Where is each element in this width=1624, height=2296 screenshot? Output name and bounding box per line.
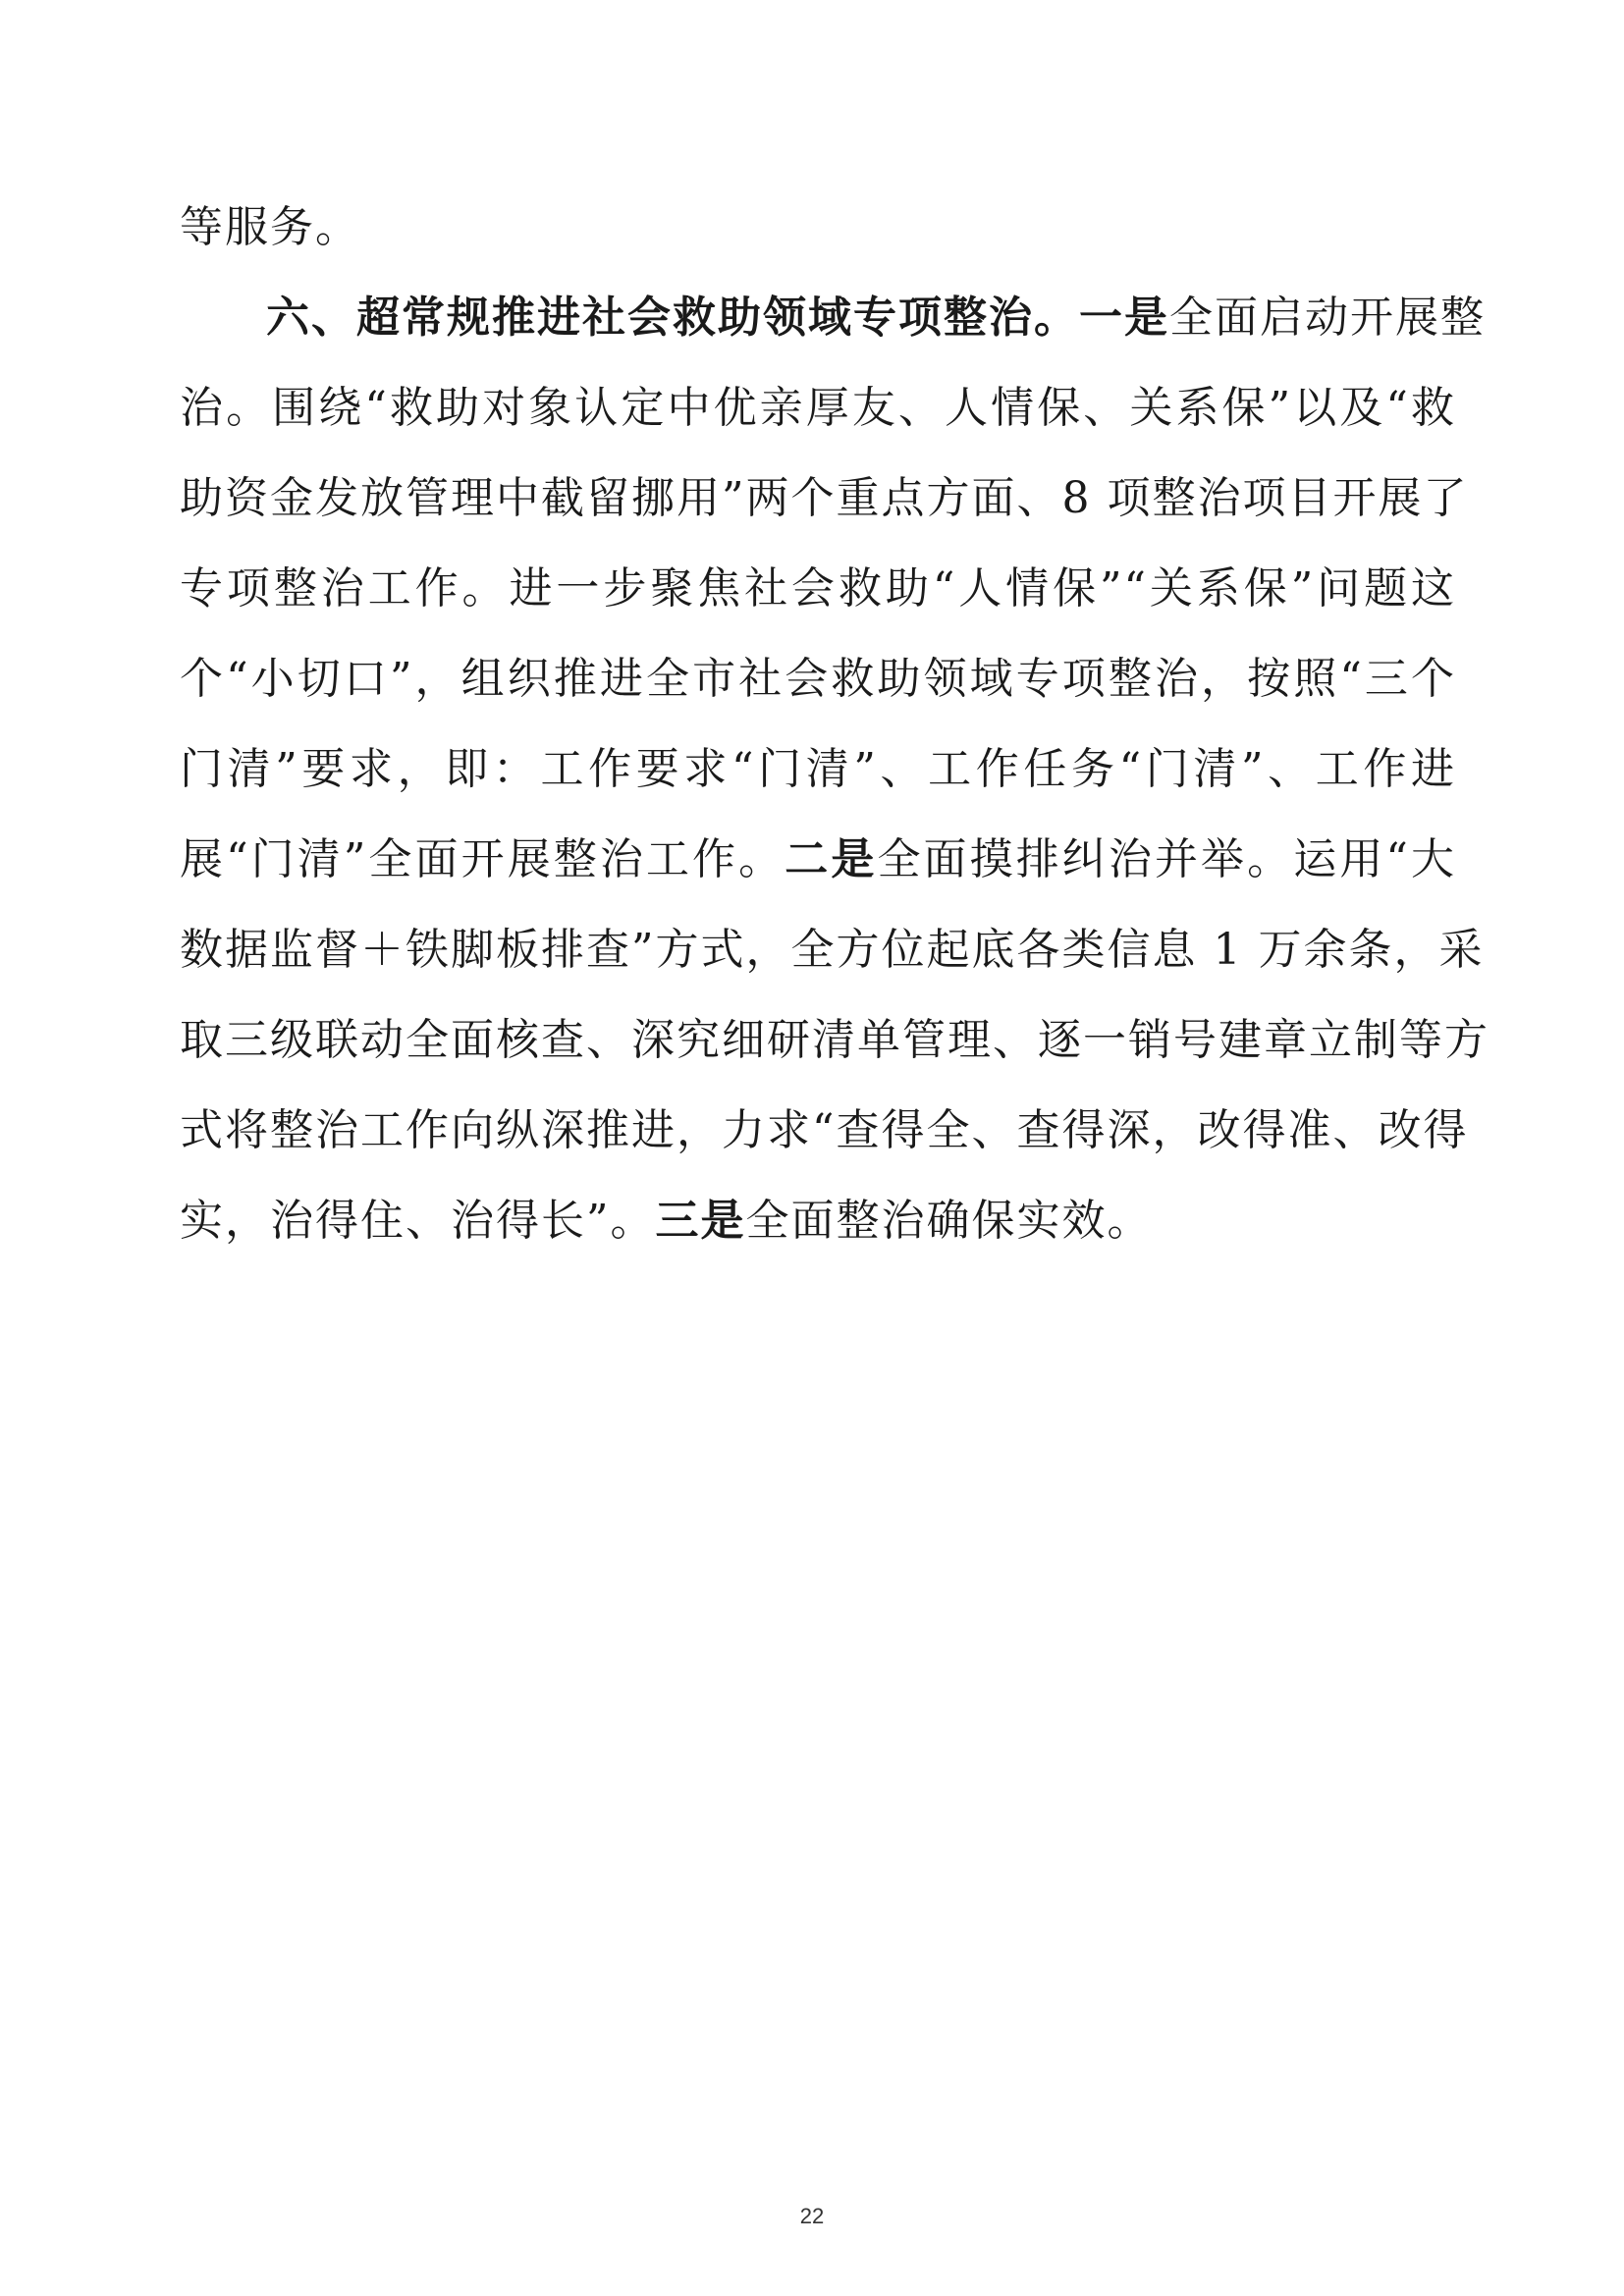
text-line <box>180 815 1456 905</box>
text-segment: 式将整治工作向纵深推进，力求“查得全、查得深，改得准、改得 <box>180 1105 1469 1155</box>
text-line <box>180 363 1456 454</box>
text-line <box>180 544 1456 634</box>
text-segment: 展“门清”全面开展整治工作。 <box>180 834 785 884</box>
section-heading: 六、超常规推进社会救助领域专项整治。 <box>266 293 1079 343</box>
text-line <box>180 1176 1456 1266</box>
point-marker: 二是 <box>785 834 878 884</box>
text-segment: 助资金发放管理中截留挪用”两个重点方面、8 项整治项目开展了 <box>180 473 1469 523</box>
text-segment: 实，治得住、治得长”。 <box>180 1196 656 1246</box>
text-segment: 全面摸排纠治并举。运用“大 <box>877 834 1457 884</box>
text-segment: 门清”要求，即：工作要求“门清”、工作任务“门清”、工作进 <box>180 744 1456 794</box>
text-segment: 个“小切口”，组织推进全市社会救助领域专项整治，按照“三个 <box>180 654 1456 704</box>
text-line <box>180 995 1489 1086</box>
text-line <box>180 905 1485 995</box>
text-segment: 全面启动开展整 <box>1169 293 1486 343</box>
section-heading-line <box>180 273 1486 363</box>
text-segment: 全面整治确保实效。 <box>745 1196 1153 1246</box>
text-line <box>180 634 1456 724</box>
text-segment: 取三级联动全面核查、深究细研清单管理、逐一销号建章立制等方 <box>180 1015 1489 1065</box>
text-segment: 专项整治工作。进一步聚焦社会救助“人情保”“关系保”问题这 <box>180 563 1456 614</box>
body-text <box>180 183 1489 1266</box>
text-line <box>180 724 1456 815</box>
text-line <box>180 454 1469 544</box>
text-segment: 治。围绕“救助对象认定中优亲厚友、人情保、关系保”以及“救 <box>180 383 1456 433</box>
point-marker: 三是 <box>655 1196 746 1246</box>
text-segment: 数据监督＋铁脚板排查”方式，全方位起底各类信息 1 万余条，采 <box>180 925 1485 975</box>
page-number: 22 <box>799 2204 825 2228</box>
text-segment: 等服务。 <box>180 202 360 252</box>
text-line <box>180 183 1456 273</box>
text-line <box>180 1086 1469 1176</box>
point-marker: 一是 <box>1079 293 1169 343</box>
